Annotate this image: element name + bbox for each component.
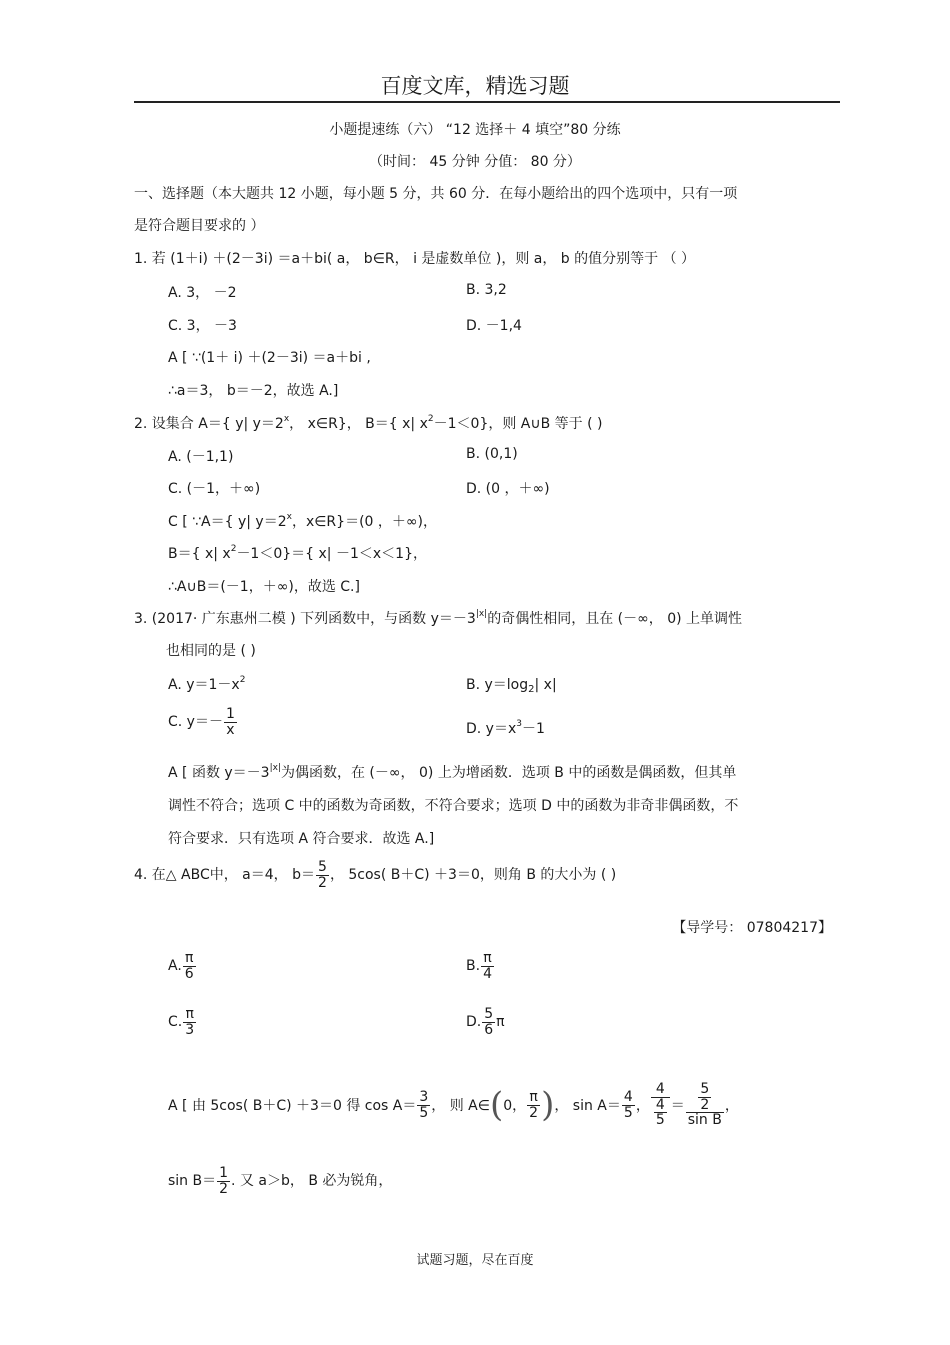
q1-option-b: B. 3,2 — [466, 282, 507, 298]
nested-fraction — [654, 1098, 667, 1128]
q4-option-d — [466, 1007, 505, 1037]
q4-solution-fraction — [622, 1090, 635, 1120]
fraction-numerator: 1 — [219, 1165, 229, 1181]
section-heading: 一、选择题（本大题共 12 小题，每小题 5 分，共 60 分．在每小题给出的四个选项中，只有一项 — [134, 186, 738, 202]
q3-solution-line2: 调性不符合；选项 C 中的函数为奇函数，不符合要求；选项 D 中的函数为非奇非偶函数，不 — [168, 798, 739, 814]
fraction-numerator: 5 — [484, 1006, 494, 1022]
fraction-denominator: 2 — [529, 1104, 539, 1121]
q3-option-exponent: 2 — [239, 675, 246, 685]
q3-stem-exponent: |x| — [475, 609, 488, 619]
fraction-numerator: 1 — [225, 706, 235, 722]
q4-solution-text: ， 则 A∈ — [431, 1098, 490, 1114]
q4-solution-equals: ＝ — [670, 1098, 685, 1114]
fraction-numerator: π — [185, 1006, 194, 1022]
fraction-denominator: 5 — [655, 1112, 665, 1129]
fraction-numerator — [686, 1082, 724, 1112]
fraction-numerator: π — [483, 950, 492, 966]
q4-option-pi: π — [496, 1014, 505, 1031]
q3-option-exponent: 3 — [516, 719, 522, 729]
q4-solution-text: sin B＝ — [168, 1173, 217, 1190]
q4-option-letter: D. — [466, 1014, 482, 1031]
q2-stem-text: －1＜0}，则 A∪B 等于 ( ) — [433, 416, 603, 432]
doc-info: （时间： 45 分钟 分值： 80 分） — [369, 154, 581, 170]
fraction-numerator: 5 — [700, 1080, 710, 1097]
q3-solution-text: A [ 函数 y＝－3 — [168, 765, 270, 781]
fraction-denominator: 6 — [484, 1021, 494, 1038]
q1-stem: 1. 若 (1＋i) ＋(2－3i) ＝a＋bi( a， b∈R， i 是虚数单位 )，则 a， b 的值分别等于 （ ） — [134, 251, 696, 267]
q4-solution-line1 — [168, 1064, 739, 1146]
q2-solution-text: －1＜0}＝{ x| －1＜x＜1}， — [236, 546, 427, 562]
q4-option-letter: B. — [466, 958, 481, 975]
q1-option-a: A. 3， －2 — [168, 285, 237, 301]
q2-solution-exponent: x — [286, 512, 292, 522]
q4-option-fraction — [482, 1007, 495, 1037]
doc-title: 小题提速练（六） “12 选择＋ 4 填空”80 分练 — [329, 122, 621, 138]
nested-fraction — [698, 1082, 711, 1112]
q2-stem-exponent-x: x — [283, 414, 290, 424]
fraction-denominator — [651, 1097, 670, 1128]
q2-solution-line2 — [168, 543, 427, 563]
q2-solution-line3: ∴A∪B＝(－1，＋∞)，故选 C.] — [168, 579, 360, 595]
q3-option-c — [168, 707, 238, 737]
q3-solution-exponent: |x| — [269, 763, 281, 773]
fraction-numerator: 4 — [623, 1088, 633, 1105]
fraction-denominator: 5 — [623, 1104, 633, 1121]
q3-solution-line1 — [168, 762, 736, 782]
q2-option-c: C. (－1，＋∞) — [168, 481, 261, 497]
q3-option-text: C. y＝－ — [168, 714, 223, 731]
q4-stem-text: ， 5cos( B＋C) ＋3＝0，则角 B 的大小为 ( ) — [329, 867, 617, 884]
q2-solution-line1 — [168, 511, 437, 531]
q4-stem-text: 4. 在△ ABC中， a＝4， b＝ — [134, 867, 316, 884]
q3-option-c-fraction — [224, 707, 237, 737]
q4-solution-text: . 又 a＞b， B 必为锐角， — [231, 1173, 393, 1190]
q4-solution-fraction — [527, 1090, 540, 1120]
left-paren: ( — [489, 1085, 504, 1125]
q4-solution-text: ， — [635, 1098, 650, 1114]
q4-solution-text: 0， — [503, 1098, 527, 1114]
q2-stem — [134, 413, 603, 433]
q1-solution-line2: ∴a＝3， b＝－2，故选 A.] — [168, 383, 339, 399]
section-heading-cont: 是符合题目要求的 ） — [134, 218, 265, 234]
q3-option-text: D. y＝x — [466, 721, 517, 737]
q3-option-b — [466, 674, 557, 694]
q3-solution-text: 为偶函数，在 (－∞， 0) 上为增函数．选项 B 中的函数是偶函数，但其单 — [280, 765, 737, 781]
q1-solution-line1: A [ ∵(1＋ i) ＋(2－3i) ＝a＋bi , — [168, 350, 371, 366]
q4-option-fraction — [183, 1007, 196, 1037]
q4-solution-text: ， sin A＝ — [554, 1098, 621, 1114]
fraction-numerator: 4 — [655, 1080, 665, 1097]
q4-solution-text: ， — [724, 1098, 739, 1114]
right-paren: ) — [541, 1085, 555, 1125]
q4-solution-line2 — [168, 1166, 392, 1196]
fraction-denominator: x — [224, 722, 237, 738]
q1-option-d: D. －1,4 — [466, 318, 522, 334]
q4-option-letter: A. — [168, 958, 182, 975]
header-divider — [134, 101, 840, 103]
q2-stem-text: 2. 设集合 A＝{ y| y＝2 — [134, 416, 284, 432]
q3-option-a — [168, 674, 245, 694]
header-title: 百度文库，精选习题 — [380, 74, 570, 98]
q3-solution-line3: 符合要求．只有选项 A 符合要求．故选 A.] — [168, 831, 435, 847]
q3-option-text: | x| — [534, 677, 557, 693]
q3-stem-text: 3. (2017· 广东惠州二模 ) 下列函数中，与函数 y＝－3 — [134, 611, 476, 627]
fraction-denominator: 4 — [483, 965, 492, 982]
q3-stem-cont: 也相同的是 ( ) — [166, 643, 256, 659]
q3-option-d — [466, 718, 545, 738]
fraction-denominator: 2 — [318, 874, 327, 891]
page-footer: 试题习题，尽在百度 — [416, 1253, 534, 1268]
q4-option-fraction — [183, 951, 196, 981]
q3-option-subscript: 2 — [528, 684, 535, 695]
fraction-numerator: π — [529, 1088, 538, 1105]
q2-option-d: D. (0 ，＋∞) — [466, 481, 550, 497]
q2-stem-text: ， x∈R}， B＝{ x| x — [289, 416, 428, 432]
q4-solution-fraction — [217, 1166, 230, 1196]
q2-solution-text: B＝{ x| x — [168, 546, 231, 562]
fraction-numerator: 3 — [419, 1088, 429, 1105]
q4-code-label: 【导学号： 07804217】 — [672, 920, 832, 936]
q4-solution-text: A [ 由 5cos( B＋C) ＋3＝0 得 cos A＝ — [168, 1098, 417, 1114]
q2-solution-exponent: 2 — [230, 544, 237, 554]
q4-solution-compound-fraction — [686, 1082, 724, 1128]
fraction-denominator: 2 — [219, 1180, 229, 1197]
q1-option-c: C. 3， －3 — [168, 318, 237, 334]
q4-option-b — [466, 951, 495, 981]
q4-option-fraction — [481, 951, 494, 981]
q4-stem — [134, 860, 616, 890]
q4-option-c — [168, 1007, 197, 1037]
q3-option-text: B. y＝log — [466, 677, 529, 693]
q2-solution-text: C [ ∵A＝{ y| y＝2 — [168, 514, 287, 530]
fraction-denominator: sin B — [687, 1112, 722, 1129]
q3-option-text: －1 — [522, 721, 545, 737]
fraction-denominator: 2 — [700, 1096, 710, 1113]
fraction-denominator: 5 — [419, 1104, 429, 1121]
q2-solution-text: ，x∈R}＝(0 ，＋∞)， — [291, 514, 438, 530]
q4-option-a — [168, 951, 197, 981]
fraction-denominator: 6 — [184, 965, 194, 982]
q4-solution-fraction — [417, 1090, 430, 1120]
q4-stem-fraction — [316, 860, 329, 890]
fraction-numerator: 5 — [318, 859, 327, 875]
fraction-numerator: 4 — [655, 1096, 665, 1113]
fraction-numerator: π — [185, 950, 194, 966]
q3-option-text: A. y＝1－x — [168, 677, 240, 693]
q2-stem-exponent-2: 2 — [427, 414, 434, 424]
q2-option-b: B. (0,1) — [466, 446, 518, 462]
fraction-denominator: 3 — [185, 1021, 195, 1038]
q2-option-a: A. (－1,1) — [168, 449, 234, 465]
q3-stem — [134, 608, 742, 628]
q3-stem-text: 的奇偶性相同，且在 (－∞， 0) 上单调性 — [487, 611, 743, 627]
q4-solution-compound-fraction — [651, 1082, 670, 1128]
q4-option-letter: C. — [168, 1014, 183, 1031]
